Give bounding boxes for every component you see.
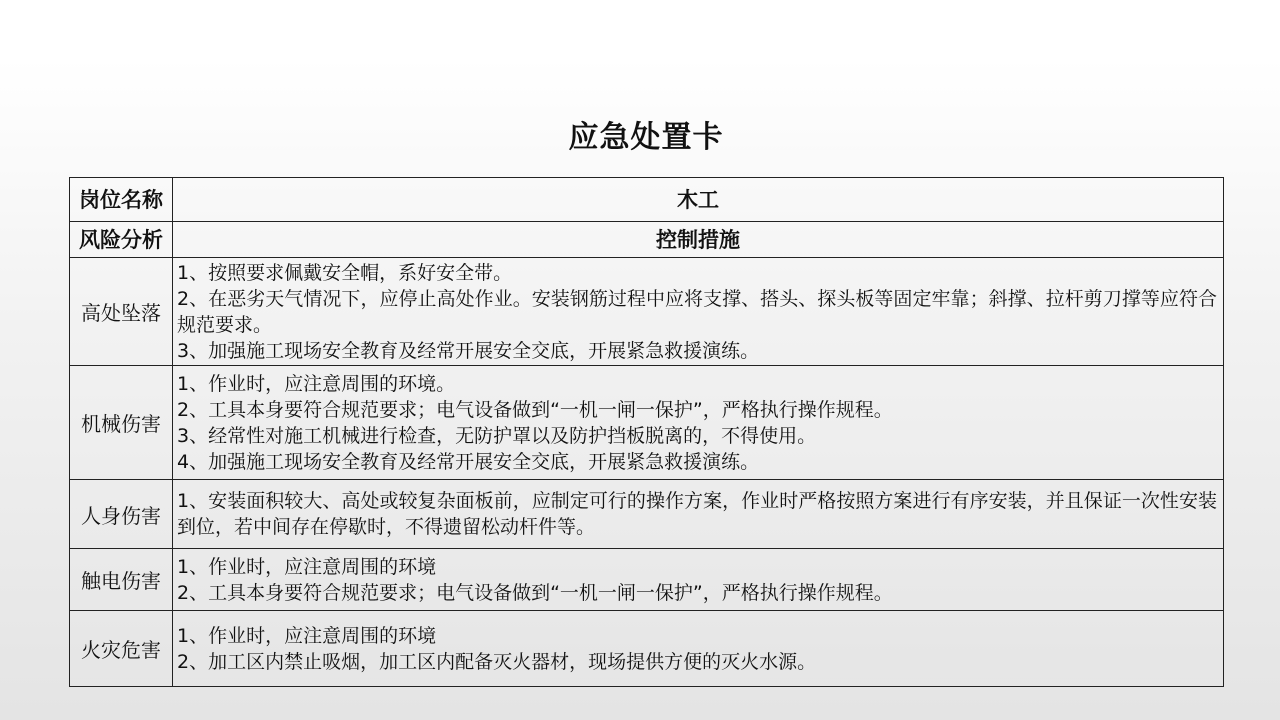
measure-line: 1、安装面积较大、高处或较复杂面板前，应制定可行的操作方案，作业时严格按照方案进行有序安装，并且保证一次性安装到位，若中间存在停歇时，不得遗留松动杆件等。 xyxy=(177,490,1217,538)
risk-analysis-header: 风险分析 xyxy=(70,222,173,258)
measure-line: 2、工具本身要符合规范要求；电气设备做到“一机一闸一保护”，严格执行操作规程。 xyxy=(177,581,893,604)
measure-line: 2、加工区内禁止吸烟，加工区内配备灭火器材，现场提供方便的灭火水源。 xyxy=(177,650,817,673)
measure-line: 1、按照要求佩戴安全帽，系好安全带。 xyxy=(177,261,513,284)
risk-cell: 人身伤害 xyxy=(70,480,173,549)
table-row xyxy=(70,366,1224,480)
measure-line: 3、加强施工现场安全教育及经常开展安全交底，开展紧急救援演练。 xyxy=(177,339,760,362)
measure-line: 2、在恶劣天气情况下，应停止高处作业。安装钢筋过程中应将支撑、搭头、探头板等固定牢靠；斜撑、拉杆剪刀撑等应符合规范要求。 xyxy=(177,287,1217,336)
measures-cell xyxy=(173,549,1224,611)
measure-line: 1、作业时，应注意周围的环境。 xyxy=(177,372,456,395)
emergency-card-table xyxy=(69,177,1224,687)
measures-cell xyxy=(173,366,1224,480)
risk-cell: 机械伤害 xyxy=(70,366,173,480)
post-name-value: 木工 xyxy=(173,178,1224,222)
measures-cell xyxy=(173,480,1224,549)
risk-cell: 触电伤害 xyxy=(70,549,173,611)
table-row xyxy=(70,549,1224,611)
measure-line: 2、工具本身要符合规范要求；电气设备做到“一机一闸一保护”，严格执行操作规程。 xyxy=(177,398,893,421)
control-measures-header: 控制措施 xyxy=(173,222,1224,258)
post-name-label: 岗位名称 xyxy=(70,178,173,222)
page-title: 应急处置卡 xyxy=(568,120,724,155)
table-row xyxy=(70,258,1224,366)
measure-line: 1、作业时，应注意周围的环境 xyxy=(177,555,437,578)
risk-cell: 火灾危害 xyxy=(70,611,173,687)
measure-line: 1、作业时，应注意周围的环境 xyxy=(177,624,437,647)
risk-cell: 高处坠落 xyxy=(70,258,173,366)
measure-line: 3、经常性对施工机械进行检查，无防护罩以及防护挡板脱离的，不得使用。 xyxy=(177,424,817,447)
header-row xyxy=(70,222,1224,258)
post-row xyxy=(70,178,1224,222)
measures-cell xyxy=(173,611,1224,687)
table-row xyxy=(70,611,1224,687)
table-row xyxy=(70,480,1224,549)
measure-line: 4、加强施工现场安全教育及经常开展安全交底，开展紧急救援演练。 xyxy=(177,450,760,473)
measures-cell xyxy=(173,258,1224,366)
